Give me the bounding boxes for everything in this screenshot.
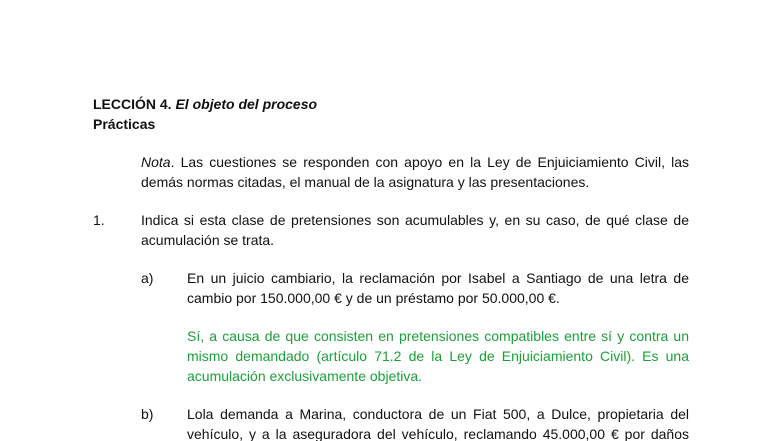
note-line-2: demás normas citadas, el manual de la asignatura y las presentaciones. bbox=[141, 174, 590, 190]
case-a-answer-line-2: mismo demandado (artículo 71.2 de la Ley de Enjuiciamiento Civil). Es una bbox=[187, 348, 689, 364]
note-text: . Las cuestiones se responden con apoyo en la Ley de Enjuiciamiento Civil, las bbox=[170, 154, 689, 170]
note-line-1 bbox=[141, 152, 689, 172]
lesson-title: El objeto del proceso bbox=[175, 96, 318, 112]
case-a-answer-line-3: acumulación exclusivamente objetiva. bbox=[187, 368, 423, 384]
case-b-line-1: Lola demanda a Marina, conductora de un Fiat 500, a Dulce, propietaria del bbox=[187, 406, 689, 422]
section-subtitle: Prácticas bbox=[93, 116, 156, 132]
case-a-label: a) bbox=[141, 270, 154, 286]
note-label: Nota bbox=[141, 154, 171, 170]
question-text-line-2: acumulación se trata. bbox=[141, 232, 275, 248]
lesson-label: LECCIÓN 4. bbox=[93, 96, 172, 112]
case-b-line-2: vehículo, y a la aseguradora del vehículo, reclamando 45.000,00 € por daños bbox=[187, 426, 689, 441]
question-number: 1. bbox=[93, 212, 105, 228]
case-a-line-2: cambio por 150.000,00 € y de un préstamo por 50.000,00 €. bbox=[187, 290, 560, 306]
case-a-answer-line-1: Sí, a causa de que consisten en pretensiones compatibles entre sí y contra un bbox=[187, 328, 689, 344]
case-a-line-1: En un juicio cambiario, la reclamación por Isabel a Santiago de una letra de bbox=[187, 270, 689, 286]
lesson-heading bbox=[93, 94, 317, 114]
question-text-line-1: Indica si esta clase de pretensiones son acumulables y, en su caso, de qué clase de bbox=[141, 212, 689, 228]
case-b-label: b) bbox=[141, 406, 154, 422]
